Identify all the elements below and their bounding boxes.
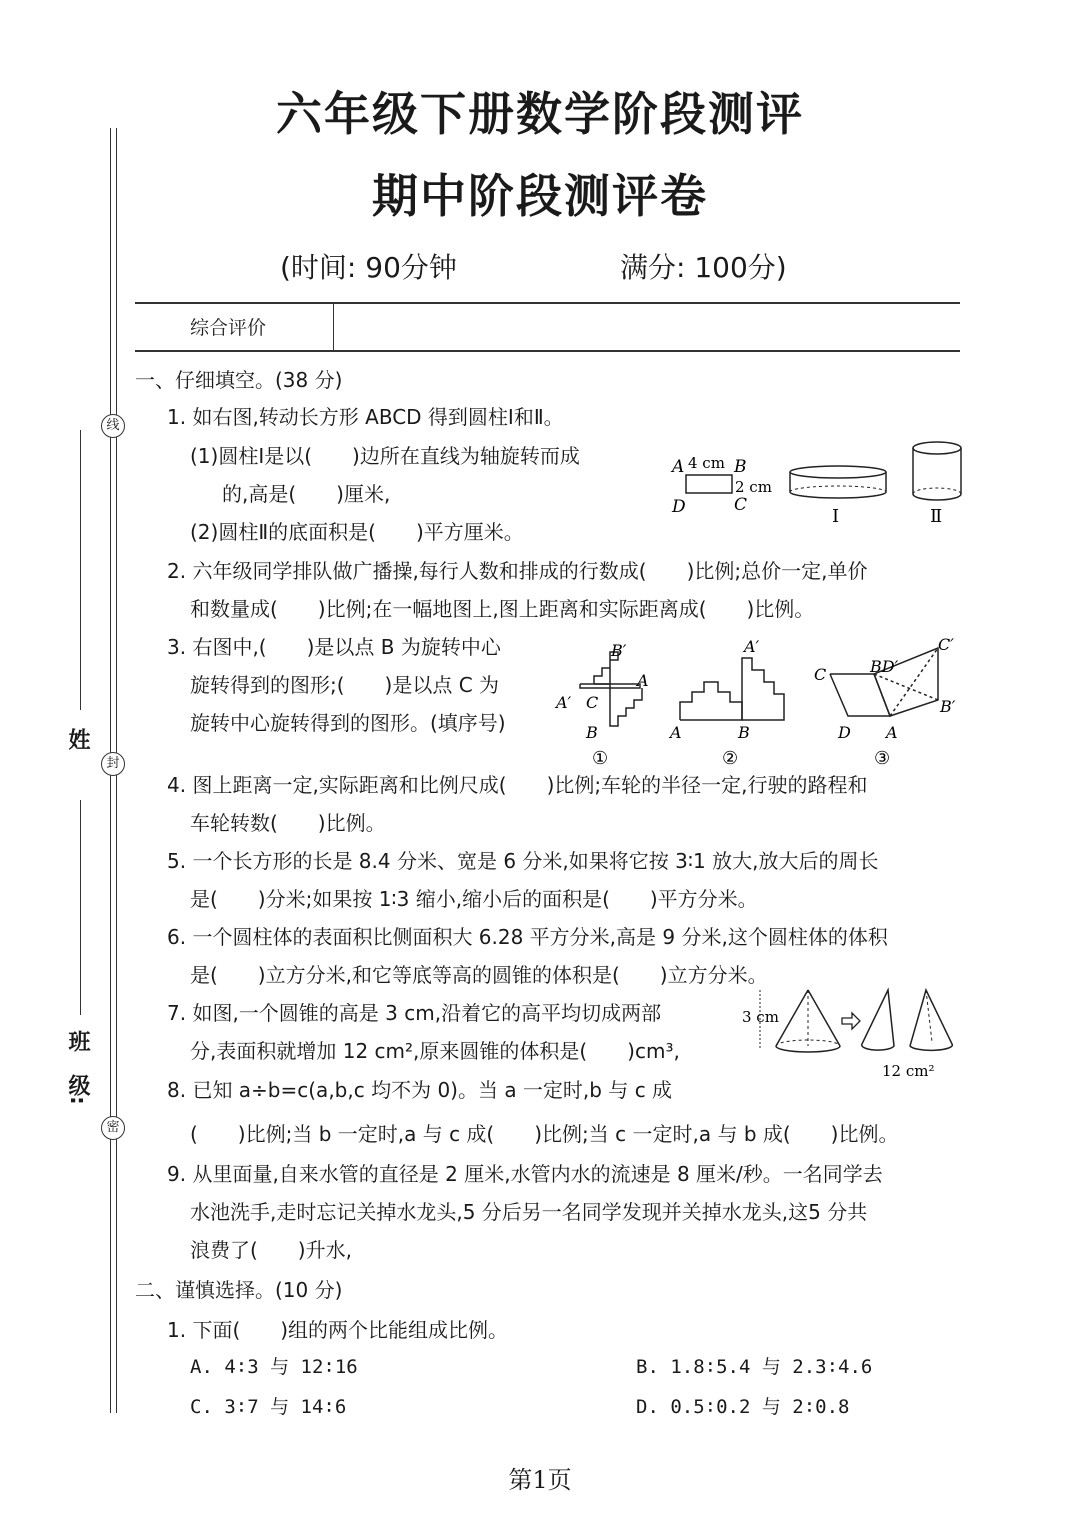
- f1-number: ①: [592, 748, 609, 769]
- q6-line2: 是( )立方分米,和它等底等高的圆锥的体积是( )立方分米。: [190, 963, 768, 987]
- q1-part2: (2)圆柱Ⅱ的底面积是( )平方厘米。: [190, 520, 524, 544]
- q3-line1: 3. 右图中,( )是以点 B 为旋转中心: [167, 635, 501, 659]
- page-title: 六年级下册数学阶段测评: [276, 87, 804, 141]
- option-d: D. 0.5∶0.2 与 2∶0.8: [636, 1396, 850, 1418]
- f3-label-bd1: BD′: [870, 657, 899, 676]
- cylinder-one: [790, 466, 886, 498]
- rotation-figure-2: [680, 658, 784, 720]
- label-c: C: [734, 495, 748, 515]
- f2-label-a1: A′: [744, 637, 760, 656]
- f1-label-a: A: [637, 671, 649, 690]
- q7-figure: [742, 984, 967, 1084]
- option-a: A. 4∶3 与 12∶16: [190, 1356, 358, 1378]
- q4-line2: 车轮转数( )比例。: [190, 811, 386, 835]
- q4-line1: 4. 图上距离一定,实际距离和比例尺成( )比例;车轮的半径一定,行驶的路程和: [167, 773, 868, 797]
- cone-height-label: 3 cm: [742, 1008, 779, 1026]
- evaluation-label: 综合评价: [190, 317, 267, 339]
- q7-line2: 分,表面积就增加 12 cm²,原来圆锥的体积是( )cm³,: [190, 1039, 680, 1063]
- evaluation-divider: [333, 304, 334, 350]
- f3-label-c: C: [814, 665, 827, 684]
- seal-mark-feng: 封: [101, 752, 125, 776]
- q9-line3: 浪费了( )升水,: [190, 1238, 352, 1262]
- section1-heading: 一、仔细填空。(38 分): [135, 368, 343, 392]
- f2-label-b: B: [738, 723, 750, 742]
- f3-number: ③: [874, 748, 891, 769]
- label-4cm: 4 cm: [688, 454, 725, 472]
- f3-label-a: A: [886, 723, 898, 742]
- q6-line1: 6. 一个圆柱体的表面积比侧面积大 6.28 平方分米,高是 9 分米,这个圆柱体的体积: [167, 925, 888, 949]
- q1-stem: 1. 如右图,转动长方形 ABCD 得到圆柱Ⅰ和Ⅱ。: [167, 405, 564, 429]
- f2-label-a: A: [670, 723, 682, 742]
- f3-label-b1: B′: [940, 697, 956, 716]
- evaluation-box: [135, 302, 960, 352]
- arrow-icon: [842, 1013, 860, 1029]
- f1-label-b: B: [586, 723, 598, 742]
- label-a: A: [672, 457, 685, 477]
- rectangle-abcd: [686, 475, 732, 493]
- page-subtitle: 期中阶段测评卷: [372, 169, 708, 223]
- q8-line2: ( )比例;当 b 一定时,a 与 c 成( )比例;当 c 一定时,a 与 b 成( )比例。: [190, 1122, 899, 1146]
- label-d: D: [672, 497, 686, 517]
- label-cylinder-two: Ⅱ: [930, 506, 943, 527]
- s2-q1-stem: 1. 下面( )组的两个比能组成比例。: [167, 1318, 509, 1342]
- f2-number: ②: [722, 748, 739, 769]
- class-blank-line: [80, 800, 81, 1015]
- cone-halves: [862, 990, 953, 1050]
- q5-line1: 5. 一个长方形的长是 8.4 分米、宽是 6 分米,如果将它按 3∶1 放大,放大后的周长: [167, 849, 879, 873]
- f1-label-c: C: [586, 693, 599, 712]
- q3-line3: 旋转中心旋转得到的图形。(填序号): [190, 711, 506, 735]
- q9-line1: 9. 从里面量,自来水管的直径是 2 厘米,水管内水的流速是 8 厘米/秒。一名同学去: [167, 1162, 883, 1186]
- q1-part1-cont: 的,高是( )厘米,: [222, 482, 391, 506]
- cylinder-two: [913, 442, 961, 500]
- cone-original: [776, 990, 840, 1052]
- seal-mark-xian: 线: [101, 414, 125, 438]
- class-label: 班 级:: [65, 1030, 90, 1105]
- label-2cm: 2 cm: [735, 478, 772, 496]
- name-blank-line: [80, 430, 81, 710]
- name-label: 姓: [65, 728, 90, 750]
- option-c: C. 3∶7 与 14∶6: [190, 1396, 347, 1418]
- q3-figure: [552, 630, 962, 770]
- f1-label-b1: B′: [611, 641, 627, 660]
- q7-line1: 7. 如图,一个圆锥的高是 3 cm,沿着它的高平均切成两部: [167, 1001, 662, 1025]
- cone-area-label: 12 cm²: [882, 1062, 935, 1080]
- rotation-figure-1: [580, 652, 642, 726]
- page-number: 第1页: [508, 1466, 572, 1494]
- q5-line2: 是( )分米;如果按 1∶3 缩小,缩小后的面积是( )平方分米。: [190, 887, 758, 911]
- section2-heading: 二、谨慎选择。(10 分): [135, 1278, 343, 1302]
- q8-line1: 8. 已知 a÷b=c(a,b,c 均不为 0)。当 a 一定时,b 与 c 成: [167, 1078, 673, 1102]
- label-cylinder-one: Ⅰ: [832, 506, 840, 527]
- q3-line2: 旋转得到的图形;( )是以点 C 为: [190, 673, 500, 697]
- f3-label-c1: C′: [938, 635, 954, 654]
- q2-line1: 2. 六年级同学排队做广播操,每行人数和排成的行数成( )比例;总价一定,单价: [167, 559, 868, 583]
- q2-line2: 和数量成( )比例;在一幅地图上,图上距离和实际距离成( )比例。: [190, 597, 815, 621]
- q1-figure: [660, 436, 970, 530]
- label-b: B: [734, 457, 747, 477]
- f3-label-d: D: [838, 723, 851, 742]
- q1-part1: (1)圆柱Ⅰ是以( )边所在直线为轴旋转而成: [190, 444, 580, 468]
- option-b: B. 1.8∶5.4 与 2.3∶4.6: [636, 1356, 873, 1378]
- q9-line2: 水池洗手,走时忘记关掉水龙头,5 分后另一名同学发现并关掉水龙头,这5 分共: [190, 1200, 868, 1224]
- f1-label-a1: A′: [556, 693, 572, 712]
- time-limit: (时间: 90分钟: [280, 251, 457, 284]
- full-score: 满分: 100分): [620, 251, 787, 284]
- seal-mark-mi: 密: [101, 1116, 125, 1140]
